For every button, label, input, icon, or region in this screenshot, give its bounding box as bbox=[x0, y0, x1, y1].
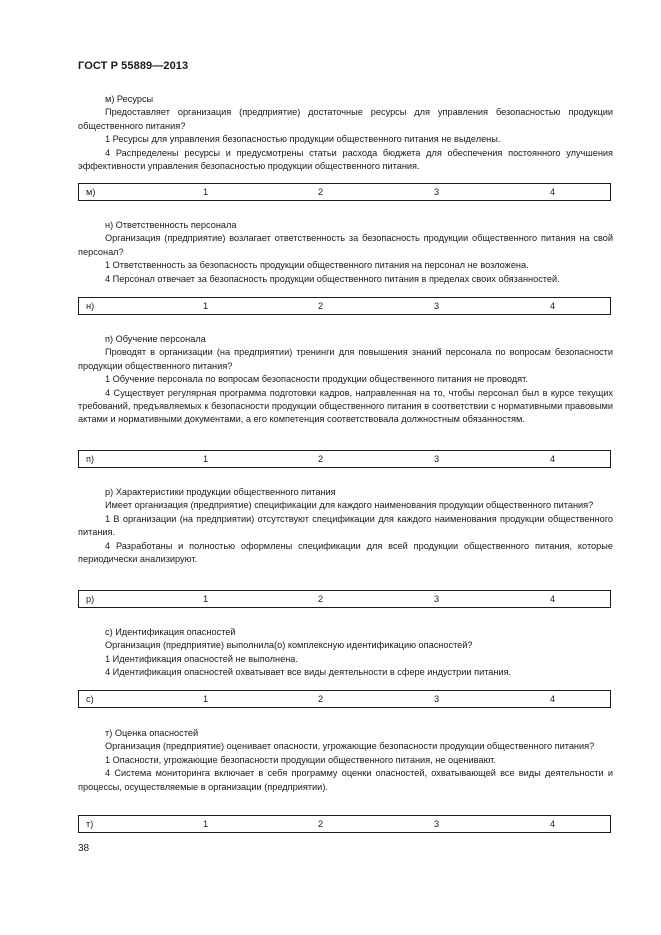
scale-label: с) bbox=[86, 694, 94, 704]
section-level-1: 1 В организации (на предприятии) отсутствуют спецификации для каждого наименования продукции общественного питания. bbox=[78, 513, 613, 538]
section-level-4: 4 Идентификация опасностей охватывает все виды деятельности в сфере индустрии питания. bbox=[105, 667, 512, 678]
scale-value-1[interactable]: 1 bbox=[203, 694, 209, 704]
section-hazard-assessment bbox=[78, 727, 613, 794]
section-level-1: 1 Ответственность за безопасность продукции общественного питания на персонал не возложена. bbox=[105, 260, 529, 271]
scale-value-4[interactable]: 4 bbox=[550, 594, 556, 604]
scale-value-1[interactable]: 1 bbox=[203, 819, 209, 829]
scale-value-2[interactable]: 2 bbox=[318, 454, 324, 464]
section-title: п) Обучение персонала bbox=[105, 334, 206, 344]
scale-value-2[interactable]: 2 bbox=[318, 694, 324, 704]
scale-value-4[interactable]: 4 bbox=[550, 454, 556, 464]
scale-value-1[interactable]: 1 bbox=[203, 187, 209, 197]
scale-value-2[interactable]: 2 bbox=[318, 187, 324, 197]
section-title: с) Идентификация опасностей bbox=[105, 627, 236, 637]
scale-value-1[interactable]: 1 bbox=[203, 454, 209, 464]
scale-value-3[interactable]: 3 bbox=[434, 594, 440, 604]
scale-label: р) bbox=[86, 594, 95, 604]
scale-value-4[interactable]: 4 bbox=[550, 187, 556, 197]
scale-label: м) bbox=[86, 187, 96, 197]
section-staff-training bbox=[78, 333, 613, 427]
scale-value-3[interactable]: 3 bbox=[434, 694, 440, 704]
scale-value-2[interactable]: 2 bbox=[318, 819, 324, 829]
section-level-1: 1 Идентификация опасностей не выполнена. bbox=[105, 653, 298, 664]
rating-scale bbox=[78, 297, 611, 315]
section-title: м) Ресурсы bbox=[105, 94, 154, 104]
section-question: Организация (предприятие) возлагает ответственность за безопасность продукции общественного питания на свой персонал? bbox=[78, 233, 613, 257]
scale-value-3[interactable]: 3 bbox=[434, 819, 440, 829]
section-title: р) Характеристики продукции общественного питания bbox=[105, 487, 336, 497]
scale-label: н) bbox=[86, 301, 95, 311]
scale-value-4[interactable]: 4 bbox=[550, 694, 556, 704]
document-header: ГОСТ Р 55889—2013 bbox=[78, 60, 189, 72]
section-question: Проводят в организации (на предприятии) тренинги для повышения знаний персонала по вопросам безопасности продукции общественного питания? bbox=[78, 347, 613, 371]
section-level-4: 4 Распределены ресурсы и предусмотрены статьи расхода бюджета для обеспечения постоянного улучшения эффективности управления безопасностью продукции общественного питания. bbox=[78, 147, 613, 172]
scale-value-4[interactable]: 4 bbox=[550, 301, 556, 311]
section-level-4: 4 Существует регулярная программа подготовки кадров, направленная на то, чтобы персонал был в курсе текущих требований, предъявляемых к безопасности продукции общественного питания в соответствии с нормативными правовыми актами и нормативными документами, а его компетенция соответствовала должностным обязанностям. bbox=[78, 387, 613, 425]
section-resources bbox=[78, 93, 613, 173]
rating-scale bbox=[78, 690, 611, 708]
rating-scale bbox=[78, 590, 611, 608]
scale-value-4[interactable]: 4 bbox=[550, 819, 556, 829]
rating-scale bbox=[78, 450, 611, 468]
scale-value-2[interactable]: 2 bbox=[318, 301, 324, 311]
section-level-1: 1 Опасности, угрожающие безопасности продукции общественного питания, не оценивают. bbox=[105, 754, 496, 765]
section-level-1: 1 Ресурсы для управления безопасностью продукции общественного питания не выделены. bbox=[105, 134, 501, 145]
scale-label: т) bbox=[86, 819, 94, 829]
rating-scale bbox=[78, 815, 611, 833]
section-level-1: 1 Обучение персонала по вопросам безопасности продукции общественного питания не проводят. bbox=[105, 374, 528, 385]
scale-label: п) bbox=[86, 454, 95, 464]
scale-value-1[interactable]: 1 bbox=[203, 594, 209, 604]
section-question: Предоставляет организация (предприятие) достаточные ресурсы для управления безопасностью продукции общественного питания? bbox=[78, 107, 613, 131]
scale-value-3[interactable]: 3 bbox=[434, 454, 440, 464]
section-title: т) Оценка опасностей bbox=[105, 728, 199, 738]
section-level-4: 4 Система мониторинга включает в себя программу оценки опасностей, охватывающей все виды деятельности и процессы, осуществляемые в организации (предприятии). bbox=[78, 768, 613, 792]
section-product-characteristics bbox=[78, 486, 613, 566]
section-question: Имеет организация (предприятие) спецификации для каждого наименования продукции общественного питания? bbox=[105, 500, 594, 511]
section-question: Организация (предприятие) оценивает опасности, угрожающие безопасности продукции общественного питания? bbox=[105, 741, 595, 752]
scale-value-2[interactable]: 2 bbox=[318, 594, 324, 604]
page-number: 38 bbox=[78, 843, 90, 854]
scale-value-1[interactable]: 1 bbox=[203, 301, 209, 311]
section-level-4: 4 Персонал отвечает за безопасность продукции общественного питания в пределах своих обязанностей. bbox=[105, 273, 560, 284]
section-staff-responsibility bbox=[78, 219, 613, 286]
scale-value-3[interactable]: 3 bbox=[434, 187, 440, 197]
section-level-4: 4 Разработаны и полностью оформлены спецификации для всей продукции общественного питания, которые периодически анализируют. bbox=[78, 540, 613, 565]
section-question: Организация (предприятие) выполнила(о) комплексную идентификацию опасностей? bbox=[105, 640, 473, 651]
rating-scale bbox=[78, 183, 611, 201]
section-title: н) Ответственность персонала bbox=[105, 220, 237, 230]
scale-value-3[interactable]: 3 bbox=[434, 301, 440, 311]
section-hazard-identification bbox=[78, 626, 613, 680]
